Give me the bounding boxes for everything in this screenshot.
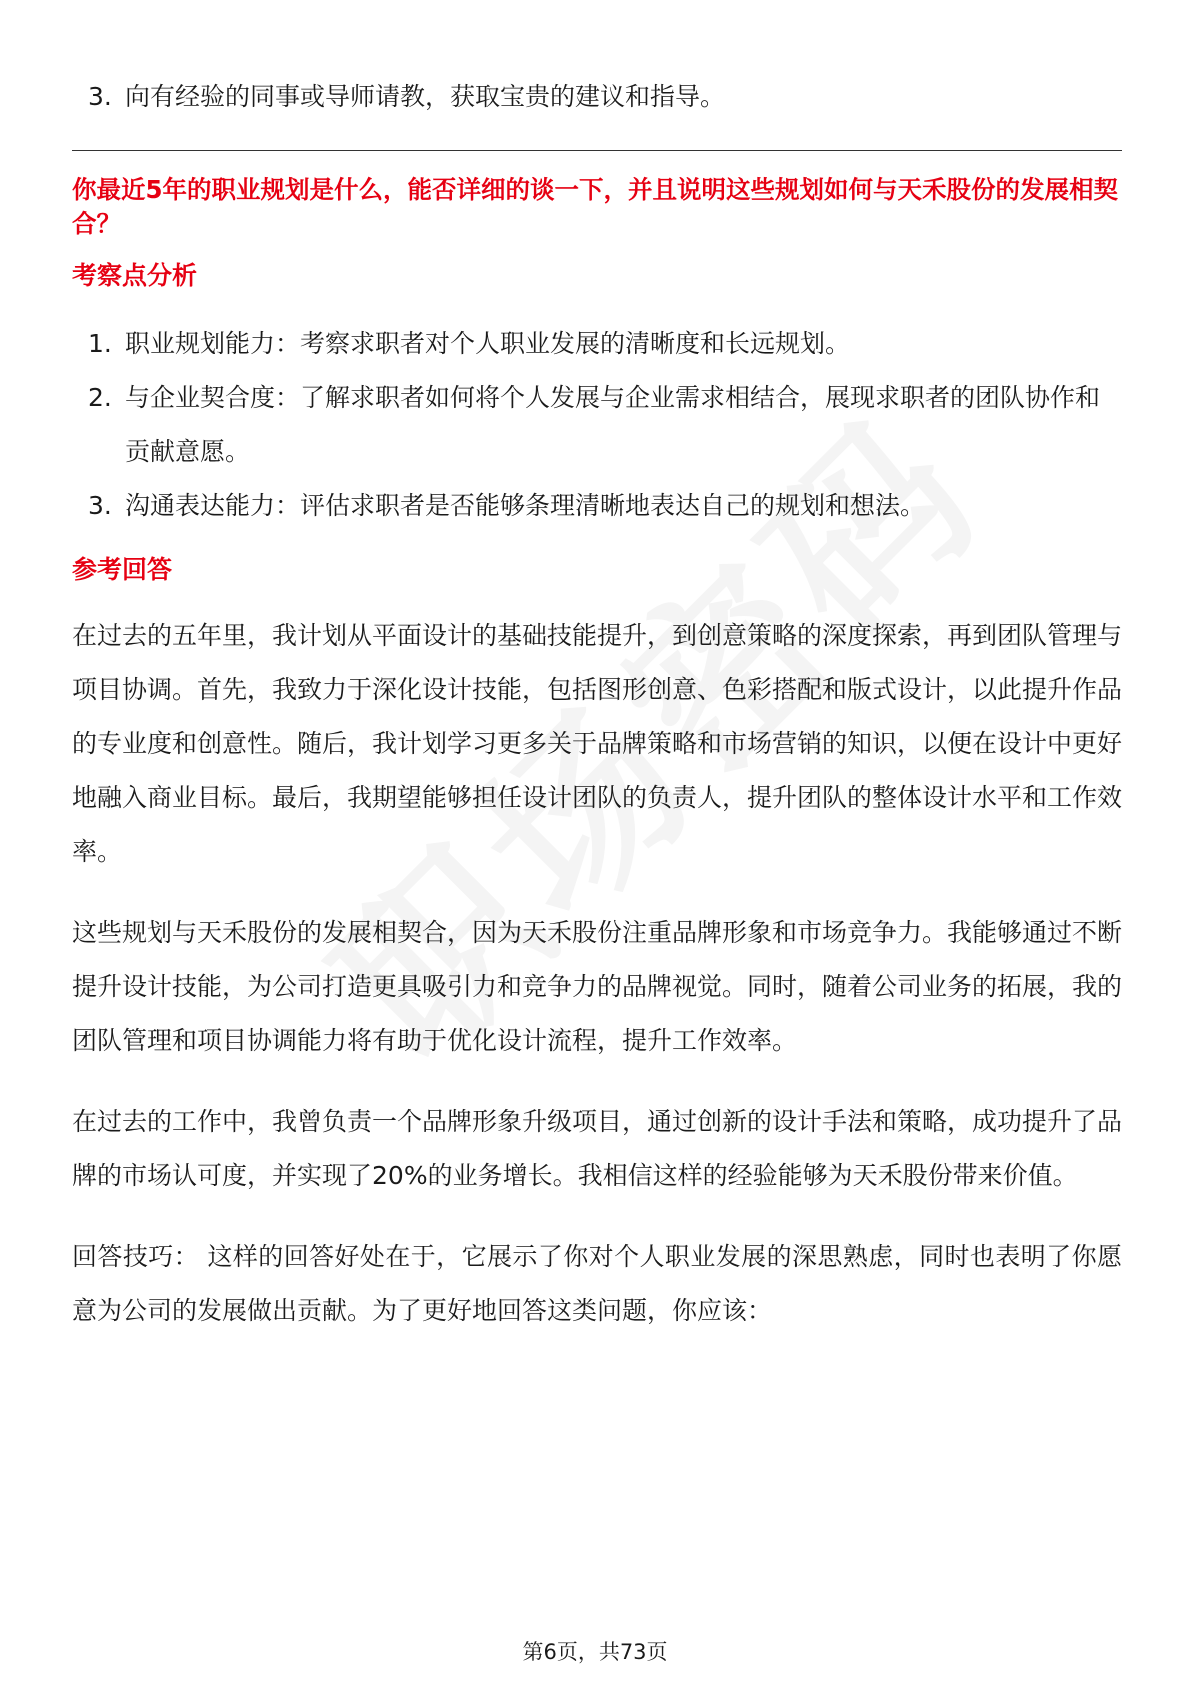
previous-list [72,70,1122,124]
page-content [72,70,1122,1365]
answer-tips-paragraph: 回答技巧： 这样的回答好处在于，它展示了你对个人职业发展的深思熟虑，同时也表明了你愿意为公司的发展做出贡献。为了更好地回答这类问题，你应该： [72,1242,1122,1325]
section-divider [72,150,1122,151]
list-number: 3. [88,491,112,520]
interview-question: 你最近5年的职业规划是什么，能否详细的谈一下，并且说明这些规划如何与天禾股份的发展相契合？ [72,175,1119,238]
answer-title: 参考回答 [72,555,173,584]
analysis-title: 考察点分析 [72,261,198,290]
list-number: 2. [88,383,112,412]
list-text: 沟通表达能力：评估求职者是否能够条理清晰地表达自己的规划和想法。 [125,491,926,520]
list-number: 1. [88,329,112,358]
list-number: 3. [88,82,112,111]
list-text: 向有经验的同事或导师请教，获取宝贵的建议和指导。 [125,82,726,111]
answer-paragraph: 这些规划与天禾股份的发展相契合，因为天禾股份注重品牌形象和市场竞争力。我能够通过不断提升设计技能，为公司打造更具吸引力和竞争力的品牌视觉。同时，随着公司业务的拓展，我的团队管理和项目协调能力将有助于优化设计流程，提升工作效率。 [72,918,1123,1055]
list-item [72,479,1122,533]
list-item [72,371,1122,479]
answer-paragraph: 在过去的工作中，我曾负责一个品牌形象升级项目，通过创新的设计手法和策略，成功提升了品牌的市场认可度，并实现了20%的业务增长。我相信这样的经验能够为天禾股份带来价值。 [72,1107,1123,1190]
answer-paragraph: 在过去的五年里，我计划从平面设计的基础技能提升，到创意策略的深度探索，再到团队管理与项目协调。首先，我致力于深化设计技能，包括图形创意、色彩搭配和版式设计，以此提升作品的专业度和创意性。随后，我计划学习更多关于品牌策略和市场营销的知识，以便在设计中更好地融入商业目标。最后，我期望能够担任设计团队的负责人，提升团队的整体设计水平和工作效率。 [72,621,1123,866]
analysis-list [72,317,1122,533]
list-item [72,70,1122,124]
list-text: 与企业契合度：了解求职者如何将个人发展与企业需求相结合，展现求职者的团队协作和贡献意愿。 [125,383,1101,466]
page-number: 第6页，共73页 [522,1640,668,1664]
list-item [72,317,1122,371]
list-text: 职业规划能力：考察求职者对个人职业发展的清晰度和长远规划。 [125,329,851,358]
